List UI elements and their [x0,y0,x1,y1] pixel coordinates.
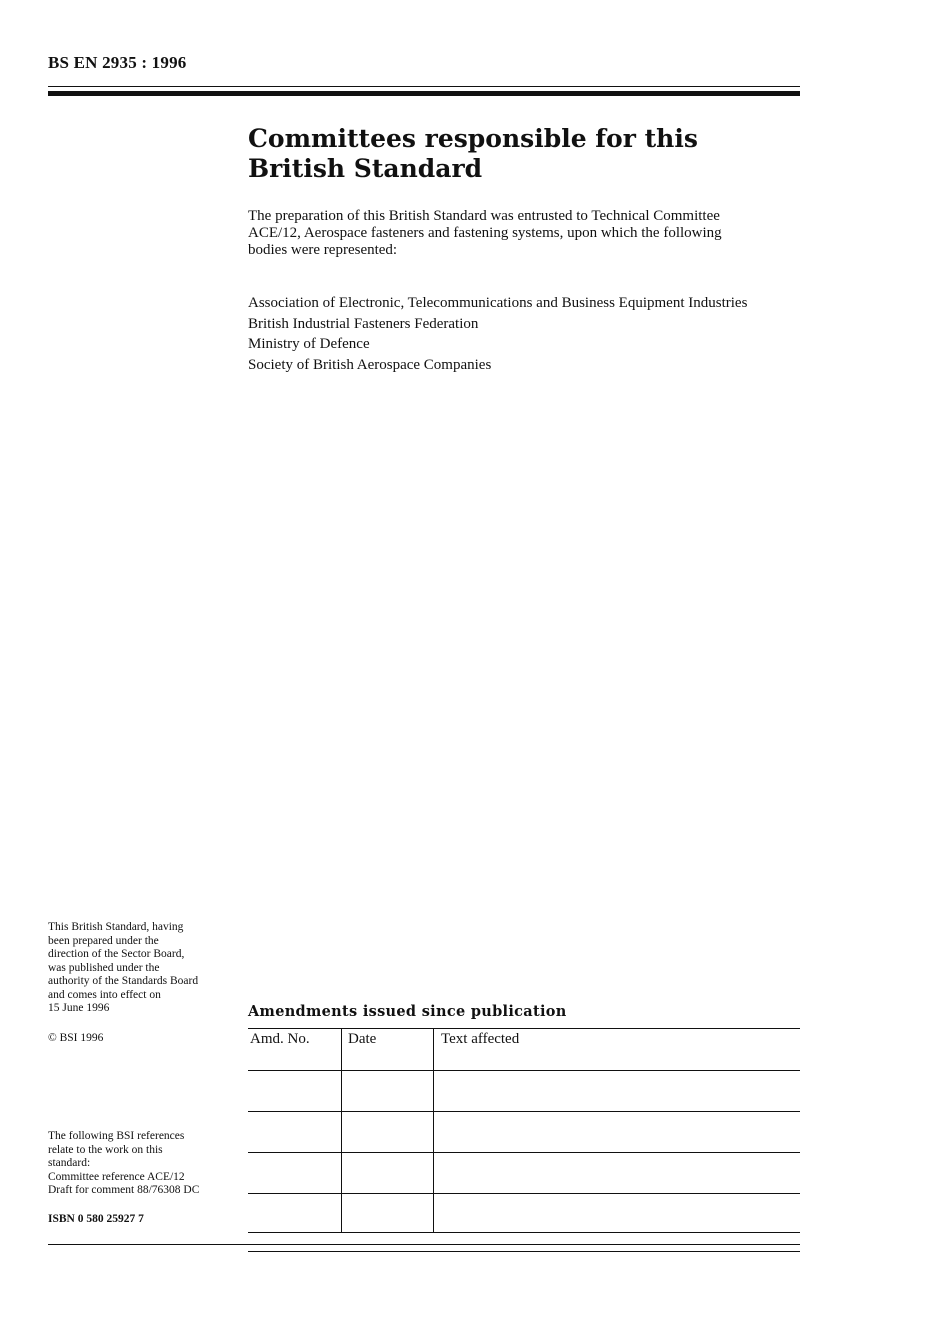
table-column-rule [341,1028,342,1232]
publication-note [48,921,233,1016]
publication-note-line: and comes into effect on [48,988,161,1001]
column-header-date: Date [348,1031,377,1047]
column-header-amd-no: Amd. No. [250,1031,310,1047]
represented-bodies-list [248,293,808,375]
intro-line-3: bodies were represented: [248,242,398,258]
intro-line-1: The preparation of this British Standard was entrusted to Technical Committee [248,208,720,224]
references-note-line: Draft for comment 88/76308 DC [48,1184,200,1196]
header-rule-thick [48,91,800,96]
publication-note-line: been prepared under the [48,934,159,947]
page-title-line-2: British Standard [248,154,483,183]
body-item: British Industrial Fasteners Federation [248,315,479,332]
isbn: ISBN 0 580 25927 7 [48,1213,144,1225]
publication-note-line: This British Standard, having [48,921,184,933]
bsi-references-note [48,1130,233,1198]
publication-note-line: 15 June 1996 [48,1002,110,1014]
page-title [248,124,768,184]
standard-number: BS EN 2935 : 1996 [48,53,187,72]
references-note-line: relate to the work on this [48,1143,163,1156]
publication-note-line: was published under the [48,961,160,974]
references-note-line: The following BSI references [48,1130,185,1142]
intro-line-2: ACE/12, Aerospace fasteners and fastening systems, upon which the following [248,225,722,241]
table-row-rule [248,1070,800,1071]
copyright-note: © BSI 1996 [48,1032,104,1044]
page-title-line-1: Committees responsible for this [248,124,698,153]
table-row-rule [248,1152,800,1153]
publication-note-line: authority of the Standards Board [48,975,199,987]
header-rule-thin [48,86,800,87]
references-note-line: standard: [48,1157,91,1169]
column-header-text-affected: Text affected [441,1031,520,1047]
table-rule-top [248,1028,800,1029]
intro-paragraph [248,208,788,259]
references-note-line: Committee reference ACE/12 [48,1170,185,1183]
footer-rule [248,1251,800,1252]
table-row-rule [248,1111,800,1112]
footer-rule [48,1244,800,1245]
amendments-title: Amendments issued since publication [248,1003,567,1020]
table-column-rule [433,1028,434,1232]
body-item: Ministry of Defence [248,336,370,352]
publication-note-line: direction of the Sector Board, [48,948,185,960]
table-row-rule [248,1193,800,1194]
body-item: Society of British Aerospace Companies [248,356,492,373]
body-item: Association of Electronic, Telecommunications and Business Equipment Industries [248,295,748,311]
table-row-rule [248,1232,800,1233]
